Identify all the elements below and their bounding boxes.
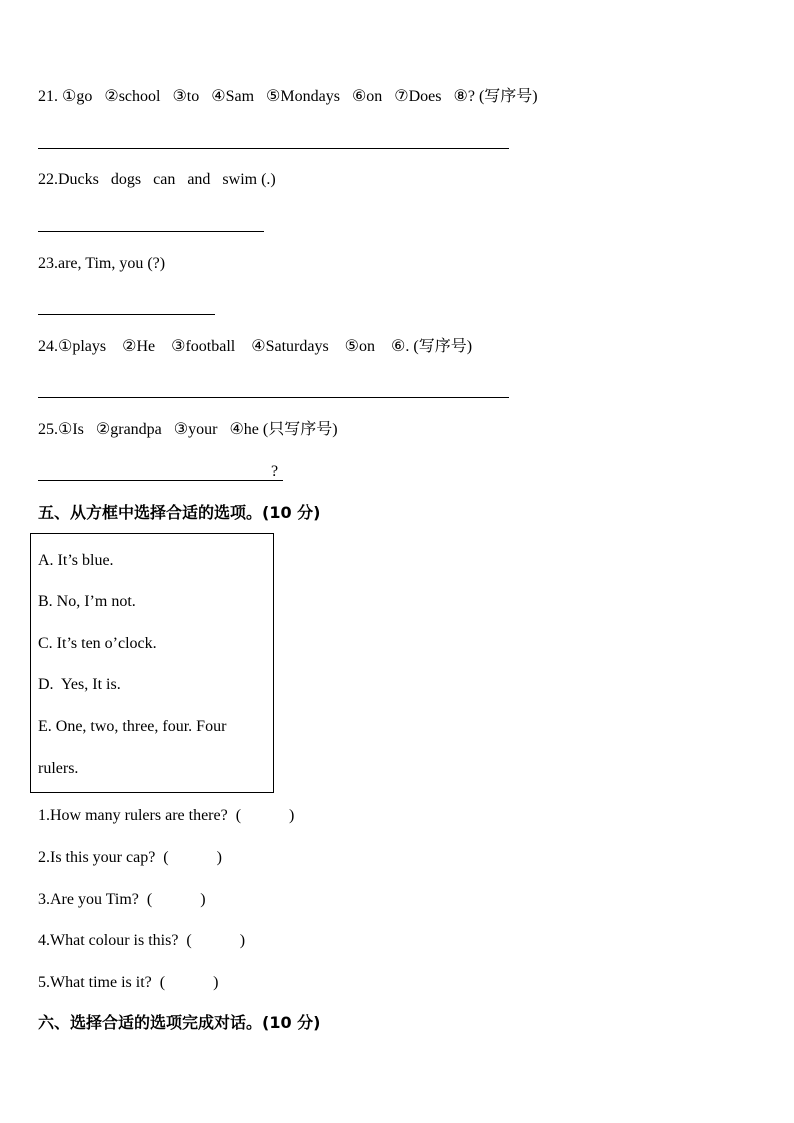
s5-question-3[interactable]: 3.Are you Tim? ( ) [38, 891, 206, 908]
option-a: A. It’s blue. [38, 552, 114, 569]
answer-line-23[interactable] [38, 314, 215, 315]
section5-title: 五、从方框中选择合适的选项。(10 分) [38, 503, 321, 522]
s5-question-2[interactable]: 2.Is this your cap? ( ) [38, 849, 222, 866]
question-25: 25.①Is ②grandpa ③your ④he (只写序号) [38, 421, 338, 438]
s5-question-1[interactable]: 1.How many rulers are there? ( ) [38, 807, 295, 824]
question-25-end-mark: ? [271, 463, 279, 480]
question-21: 21. ①go ②school ③to ④Sam ⑤Mondays ⑥on ⑦Does ⑧? (写序号) [38, 88, 538, 105]
question-24: 24.①plays ②He ③football ④Saturdays ⑤on ⑥. (写序号) [38, 338, 473, 355]
option-d: D. Yes, It is. [38, 676, 121, 693]
answer-line-22[interactable] [38, 231, 264, 232]
s5-question-4[interactable]: 4.What colour is this? ( ) [38, 932, 246, 949]
option-c: C. It’s ten o’clock. [38, 635, 157, 652]
answer-line-24[interactable] [38, 397, 509, 398]
options-box [30, 533, 274, 793]
section6-title: 六、选择合适的选项完成对话。(10 分) [38, 1013, 321, 1032]
option-e-continued: rulers. [38, 760, 79, 777]
option-b: B. No, I’m not. [38, 593, 136, 610]
option-e: E. One, two, three, four. Four [38, 718, 227, 735]
s5-question-5[interactable]: 5.What time is it? ( ) [38, 974, 219, 991]
answer-line-21[interactable] [38, 148, 509, 149]
answer-line-25[interactable] [38, 480, 283, 481]
question-23: 23.are, Tim, you (?) [38, 255, 166, 272]
question-22: 22.Ducks dogs can and swim (.) [38, 171, 276, 188]
